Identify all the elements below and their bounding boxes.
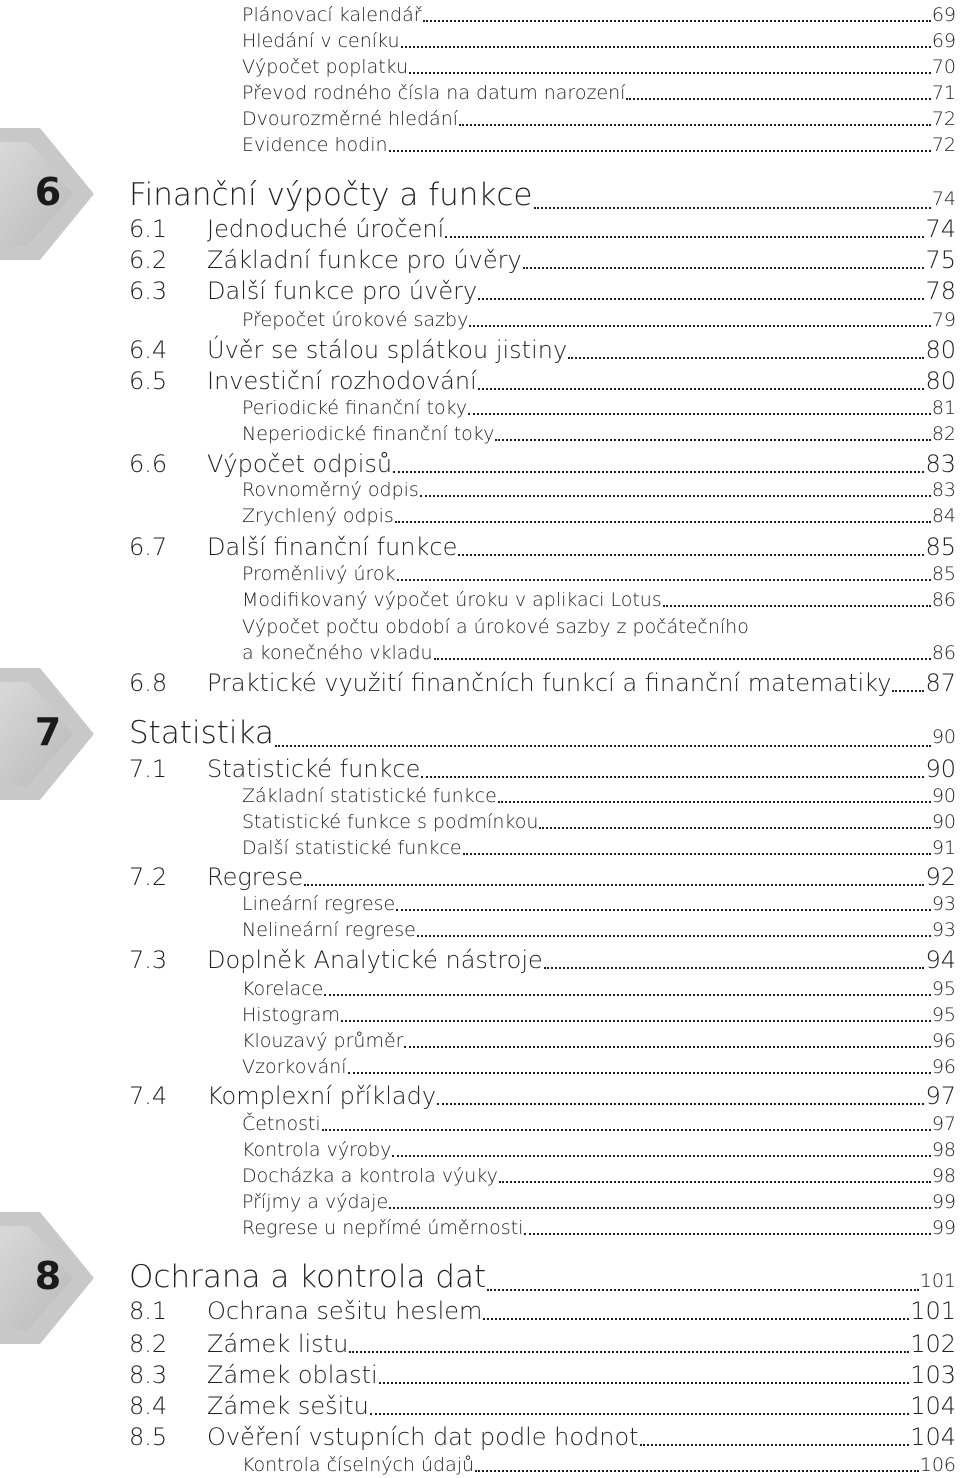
toc-entry-title: Plánovací kalendář bbox=[242, 4, 422, 26]
toc-entry[interactable] bbox=[242, 917, 956, 943]
dot-leader bbox=[396, 909, 931, 911]
toc-entry-title: Korelace bbox=[242, 978, 324, 1000]
toc-entry-page-number: 93 bbox=[931, 919, 956, 941]
toc-entry[interactable] bbox=[242, 835, 956, 861]
dot-leader bbox=[475, 1470, 919, 1472]
toc-entry-number: 6.4 bbox=[129, 336, 168, 364]
toc-entry-page-number: 86 bbox=[931, 642, 956, 664]
toc-entry-title: Statistické funkce s podmínkou bbox=[242, 811, 539, 833]
toc-entry-page-number: 95 bbox=[931, 1004, 956, 1026]
dot-leader bbox=[469, 325, 930, 327]
toc-entry-number: 8.3 bbox=[129, 1361, 168, 1389]
toc-entry-number: 8.1 bbox=[129, 1297, 168, 1325]
dot-leader bbox=[322, 1129, 931, 1131]
toc-entry-title: Výpočet odpisů bbox=[207, 450, 393, 478]
toc-entry[interactable] bbox=[129, 754, 956, 785]
toc-entry[interactable] bbox=[242, 891, 956, 917]
toc-entry-title: Praktické využití finančních funkcí a finanční matematiky bbox=[207, 669, 892, 697]
dot-leader bbox=[495, 439, 930, 441]
toc-entry-page-number: 83 bbox=[931, 479, 956, 501]
toc-entry-page-number: 96 bbox=[931, 1030, 956, 1052]
toc-entry-title: Regrese bbox=[207, 863, 304, 891]
dot-leader bbox=[379, 1382, 909, 1384]
toc-entry[interactable] bbox=[242, 1189, 956, 1215]
toc-entry-title: Investiční rozhodování bbox=[207, 367, 477, 395]
toc-entry-page-number: 70 bbox=[931, 56, 956, 78]
toc-entry-title: Statistika bbox=[129, 715, 274, 751]
dot-leader bbox=[404, 1046, 930, 1048]
toc-entry-page-number: 90 bbox=[925, 755, 956, 783]
toc-entry-number: 6.5 bbox=[129, 367, 168, 395]
toc-entry[interactable] bbox=[242, 503, 956, 529]
toc-entry-title: Převod rodného čísla na datum narození bbox=[242, 82, 626, 104]
toc-entry-title: Jednoduché úročení bbox=[207, 215, 445, 243]
dot-leader bbox=[393, 471, 924, 473]
toc-entry-page-number: 97 bbox=[925, 1082, 956, 1110]
toc-entry-page-number: 93 bbox=[931, 893, 956, 915]
toc-entry-page-number: 74 bbox=[931, 188, 956, 210]
dot-leader bbox=[395, 521, 931, 523]
dot-leader bbox=[324, 994, 931, 996]
toc-entry-page-number: 99 bbox=[931, 1217, 956, 1239]
toc-entry-page-number: 99 bbox=[931, 1191, 956, 1213]
toc-entry[interactable] bbox=[242, 54, 956, 80]
dot-leader bbox=[304, 884, 924, 886]
chapter-number: 7 bbox=[34, 710, 62, 754]
toc-entry[interactable] bbox=[129, 276, 956, 307]
toc-entry-title: Neperiodické finanční toky bbox=[242, 423, 495, 445]
toc-entry[interactable] bbox=[242, 28, 956, 54]
toc-entry-page-number: 94 bbox=[925, 946, 956, 974]
toc-entry-title: Výpočet počtu období a úrokové sazby z počátečního bbox=[242, 616, 749, 638]
toc-entry-page-number: 69 bbox=[931, 4, 956, 26]
dot-leader bbox=[539, 827, 930, 829]
dot-leader bbox=[417, 935, 931, 937]
toc-entry-title: Ověření vstupních dat podle hodnot bbox=[207, 1423, 639, 1451]
toc-entry-title: Regrese u nepřímé úměrnosti bbox=[242, 1217, 524, 1239]
chapter-number: 6 bbox=[34, 170, 62, 214]
dot-leader bbox=[434, 658, 931, 660]
dot-leader bbox=[524, 1233, 930, 1235]
toc-entry[interactable] bbox=[242, 1137, 956, 1163]
dot-leader bbox=[892, 690, 924, 692]
toc-entry-page-number: 104 bbox=[910, 1423, 956, 1451]
toc-entry[interactable] bbox=[242, 477, 956, 503]
dot-leader bbox=[468, 413, 931, 415]
toc-entry-page-number: 96 bbox=[931, 1056, 956, 1078]
toc-entry-title: Další statistické funkce bbox=[242, 837, 462, 859]
toc-entry-title: Četnosti bbox=[242, 1113, 321, 1135]
toc-entry[interactable] bbox=[242, 1054, 956, 1080]
toc-entry-number: 7.3 bbox=[129, 946, 168, 974]
toc-entry-page-number: 85 bbox=[931, 563, 956, 585]
toc-entry-title: Ochrana sešitu heslem bbox=[207, 1297, 483, 1325]
dot-leader bbox=[437, 1103, 924, 1105]
dot-leader bbox=[348, 1072, 931, 1074]
toc-entry-number: 7.4 bbox=[129, 1082, 168, 1110]
dot-leader bbox=[483, 1318, 909, 1320]
toc-entry[interactable] bbox=[129, 532, 956, 563]
toc-entry-page-number: 101 bbox=[919, 1270, 956, 1292]
toc-entry-title: Kontrola výroby bbox=[242, 1139, 392, 1161]
toc-entry-number: 6.2 bbox=[129, 246, 168, 274]
dot-leader bbox=[420, 495, 931, 497]
toc-entry-page-number: 72 bbox=[931, 134, 956, 156]
dot-leader bbox=[487, 1289, 919, 1291]
toc-entry[interactable] bbox=[242, 395, 956, 421]
dot-leader bbox=[370, 1413, 909, 1415]
toc-entry-title: Doplněk Analytické nástroje bbox=[207, 946, 543, 974]
toc-entry[interactable] bbox=[129, 862, 956, 893]
toc-entry-title: Přepočet úrokové sazby bbox=[242, 309, 469, 331]
dot-leader bbox=[459, 124, 931, 126]
toc-entry-title: Ochrana a kontrola dat bbox=[129, 1259, 487, 1295]
toc-entry[interactable] bbox=[242, 614, 956, 640]
dot-leader bbox=[423, 20, 931, 22]
toc-entry-page-number: 90 bbox=[931, 811, 956, 833]
toc-entry-page-number: 91 bbox=[931, 837, 956, 859]
toc-entry-page-number: 98 bbox=[931, 1165, 956, 1187]
toc-entry[interactable] bbox=[242, 1002, 956, 1028]
toc-entry[interactable] bbox=[129, 214, 956, 245]
toc-entry-page-number: 80 bbox=[925, 336, 956, 364]
toc-entry[interactable] bbox=[129, 1360, 956, 1391]
dot-leader bbox=[534, 207, 931, 209]
dot-leader bbox=[409, 72, 931, 74]
toc-entry[interactable] bbox=[129, 668, 956, 699]
dot-leader bbox=[392, 1155, 930, 1157]
dot-leader bbox=[626, 98, 930, 100]
chapter-marker bbox=[0, 128, 96, 260]
toc-entry[interactable] bbox=[242, 1163, 956, 1189]
toc-entry-page-number: 85 bbox=[925, 533, 956, 561]
toc-entry-title: Hledání v ceníku bbox=[242, 30, 400, 52]
toc-entry-number: 6.1 bbox=[129, 215, 168, 243]
toc-entry[interactable] bbox=[129, 335, 956, 366]
toc-entry[interactable] bbox=[242, 640, 956, 666]
toc-entry-page-number: 103 bbox=[910, 1361, 956, 1389]
toc-entry-number: 7.2 bbox=[129, 863, 168, 891]
toc-entry-number: 6.7 bbox=[129, 533, 168, 561]
chapter-marker bbox=[0, 1212, 96, 1344]
toc-entry-title: Nelineární regrese bbox=[242, 919, 416, 941]
toc-entry[interactable] bbox=[129, 1422, 956, 1453]
toc-entry[interactable] bbox=[242, 132, 956, 158]
toc-entry[interactable] bbox=[129, 1391, 956, 1422]
toc-entry[interactable] bbox=[242, 1111, 956, 1137]
toc-entry[interactable] bbox=[242, 587, 956, 613]
toc-entry-title: Statistické funkce bbox=[207, 755, 421, 783]
toc-entry-page-number: 74 bbox=[925, 215, 956, 243]
toc-entry[interactable] bbox=[242, 783, 956, 809]
toc-entry-number: 8.4 bbox=[129, 1392, 168, 1420]
toc-entry-page-number: 101 bbox=[910, 1297, 956, 1325]
toc-entry-page-number: 90 bbox=[931, 785, 956, 807]
toc-entry-title: Finanční výpočty a funkce bbox=[129, 177, 533, 213]
toc-entry[interactable] bbox=[129, 176, 956, 218]
dot-leader bbox=[463, 853, 931, 855]
toc-entry-number: 6.3 bbox=[129, 277, 168, 305]
toc-entry[interactable] bbox=[129, 1329, 956, 1360]
toc-entry[interactable] bbox=[129, 449, 956, 480]
dot-leader bbox=[341, 1020, 931, 1022]
toc-entry-number: 7.1 bbox=[129, 755, 168, 783]
dot-leader bbox=[544, 967, 925, 969]
toc-entry[interactable] bbox=[129, 1081, 956, 1112]
toc-entry-title: Základní statistické funkce bbox=[242, 785, 497, 807]
toc-entry-title: Vzorkování bbox=[242, 1056, 347, 1078]
toc-entry-title: Další finanční funkce bbox=[207, 533, 458, 561]
toc-entry-page-number: 95 bbox=[931, 978, 956, 1000]
toc-entry[interactable] bbox=[242, 2, 956, 28]
toc-entry[interactable] bbox=[242, 1028, 956, 1054]
dot-leader bbox=[397, 579, 931, 581]
toc-entry[interactable] bbox=[129, 714, 956, 756]
dot-leader bbox=[389, 1207, 931, 1209]
toc-entry-title: Úvěr se stálou splátkou jistiny bbox=[207, 336, 568, 364]
toc-entry-page-number: 72 bbox=[931, 108, 956, 130]
toc-entry-page-number: 80 bbox=[925, 367, 956, 395]
toc-entry[interactable] bbox=[242, 809, 956, 835]
dot-leader bbox=[640, 1444, 910, 1446]
toc-entry-page-number: 104 bbox=[910, 1392, 956, 1420]
toc-entry[interactable] bbox=[242, 80, 956, 106]
toc-entry-page-number: 81 bbox=[931, 397, 956, 419]
dot-leader bbox=[523, 267, 925, 269]
toc-entry-page-number: 92 bbox=[925, 863, 956, 891]
toc-entry[interactable] bbox=[242, 561, 956, 587]
toc-entry-title: Zrychlený odpis bbox=[242, 505, 394, 527]
dot-leader bbox=[401, 46, 931, 48]
toc-entry-page-number: 71 bbox=[931, 82, 956, 104]
toc-entry[interactable] bbox=[242, 976, 956, 1002]
toc-entry-number: 8.5 bbox=[129, 1423, 168, 1451]
toc-entry-title: Modifikovaný výpočet úroku v aplikaci Lotus bbox=[242, 589, 662, 611]
toc-entry[interactable] bbox=[242, 106, 956, 132]
toc-entry-title: Periodické finanční toky bbox=[242, 397, 468, 419]
toc-entry-title: Evidence hodin bbox=[242, 134, 388, 156]
dot-leader bbox=[389, 150, 931, 152]
toc-entry[interactable] bbox=[242, 421, 956, 447]
dot-leader bbox=[498, 801, 931, 803]
toc-entry-page-number: 90 bbox=[931, 726, 956, 748]
dot-leader bbox=[478, 298, 924, 300]
toc-entry[interactable] bbox=[129, 945, 956, 976]
toc-entry-number: 8.2 bbox=[129, 1330, 168, 1358]
toc-entry-page-number: 79 bbox=[931, 309, 956, 331]
toc-entry-title: Zámek listu bbox=[207, 1330, 349, 1358]
toc-entry-title: Rovnoměrný odpis bbox=[242, 479, 419, 501]
toc-entry[interactable] bbox=[242, 1215, 956, 1241]
toc-entry-page-number: 78 bbox=[925, 277, 956, 305]
toc-entry-title: Další funkce pro úvěry bbox=[207, 277, 478, 305]
toc-entry-page-number: 102 bbox=[910, 1330, 956, 1358]
dot-leader bbox=[499, 1181, 931, 1183]
toc-entry-title: a konečného vkladu bbox=[242, 642, 433, 664]
toc-entry-page-number: 83 bbox=[925, 450, 956, 478]
dot-leader bbox=[445, 236, 924, 238]
toc-entry-title: Proměnlivý úrok bbox=[242, 563, 396, 585]
toc-entry-title: Kontrola číselných údajů bbox=[242, 1454, 475, 1476]
toc-entry-title: Příjmy a výdaje bbox=[242, 1191, 389, 1213]
toc-entry[interactable] bbox=[129, 1258, 956, 1300]
toc-entry-title: Lineární regrese bbox=[242, 893, 396, 915]
toc-entry-title: Docházka a kontrola výuky bbox=[242, 1165, 498, 1187]
dot-leader bbox=[478, 388, 925, 390]
toc-entry[interactable] bbox=[242, 307, 956, 333]
toc-entry-title: Komplexní příklady bbox=[207, 1082, 437, 1110]
toc-entry-title: Výpočet poplatku bbox=[242, 56, 409, 78]
toc-entry-number: 6.6 bbox=[129, 450, 168, 478]
toc-entry-title: Zámek oblasti bbox=[207, 1361, 378, 1389]
toc-entry-page-number: 84 bbox=[931, 505, 956, 527]
toc-entry-page-number: 87 bbox=[925, 669, 956, 697]
chapter-number: 8 bbox=[34, 1254, 62, 1298]
toc-entry-title: Histogram bbox=[242, 1004, 340, 1026]
toc-entry-title: Klouzavý průměr bbox=[242, 1030, 404, 1052]
toc-entry-page-number: 82 bbox=[931, 423, 956, 445]
toc-entry[interactable] bbox=[129, 1296, 956, 1327]
toc-entry-number: 6.8 bbox=[129, 669, 168, 697]
toc-entry-title: Zámek sešitu bbox=[207, 1392, 369, 1420]
toc-entry-page-number: 86 bbox=[931, 589, 956, 611]
dot-leader bbox=[663, 605, 931, 607]
dot-leader bbox=[275, 745, 931, 747]
dot-leader bbox=[421, 776, 924, 778]
toc-entry[interactable] bbox=[129, 245, 956, 276]
toc-entry[interactable] bbox=[129, 366, 956, 397]
dot-leader bbox=[349, 1351, 909, 1353]
toc-entry-page-number: 97 bbox=[931, 1113, 956, 1135]
toc-entry-page-number: 106 bbox=[919, 1454, 956, 1476]
toc-entry-page-number: 98 bbox=[931, 1139, 956, 1161]
toc-entry-page-number: 75 bbox=[925, 246, 956, 274]
toc-entry-page-number: 69 bbox=[931, 30, 956, 52]
toc-entry-title: Dvourozměrné hledání bbox=[242, 108, 459, 130]
toc-entry-title: Základní funkce pro úvěry bbox=[207, 246, 522, 274]
dot-leader bbox=[568, 357, 924, 359]
dot-leader bbox=[458, 554, 924, 556]
toc-entry[interactable] bbox=[242, 1452, 956, 1478]
chapter-marker bbox=[0, 668, 96, 800]
